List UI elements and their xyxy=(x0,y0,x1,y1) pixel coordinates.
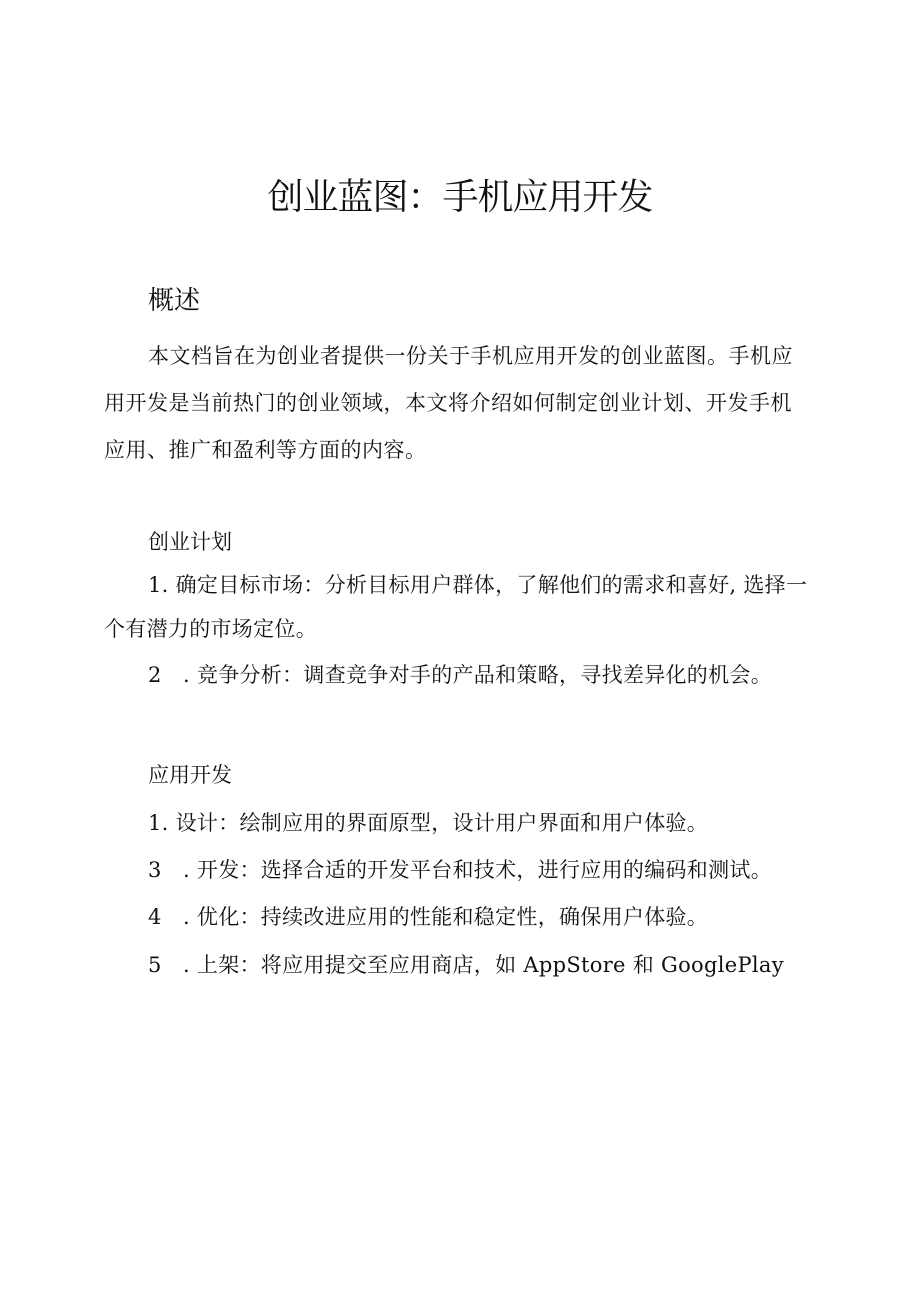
app-development-heading: 应用开发 xyxy=(148,763,232,787)
business-plan-item: 2 . 竞争分析：调查竞争对手的产品和策略，寻找差异化的机会。 xyxy=(148,663,773,687)
app-development-item: 1. 设计：绘制应用的界面原型，设计用户界面和用户体验。 xyxy=(148,811,709,835)
business-plan-item: 1. 确定目标市场：分析目标用户群体，了解他们的需求和喜好, 选择一个有潜力的市场定位。 xyxy=(104,573,808,641)
app-development-item: 5 . 上架：将应用提交至应用商店，如 AppStore 和 GooglePlay xyxy=(148,953,784,977)
app-development-item: 4 . 优化：持续改进应用的性能和稳定性，确保用户体验。 xyxy=(148,905,709,929)
app-development-item: 3 . 开发：选择合适的开发平台和技术，进行应用的编码和测试。 xyxy=(148,858,773,882)
overview-heading: 概述 xyxy=(148,286,201,316)
overview-paragraph: 本文档旨在为创业者提供一份关于手机应用开发的创业蓝图。手机应用开发是当前热门的创业领域，本文将介绍如何制定创业计划、开发手机应用、推广和盈利等方面的内容。 xyxy=(104,344,793,462)
business-plan-heading: 创业计划 xyxy=(148,530,232,554)
document-title: 创业蓝图：手机应用开发 xyxy=(267,177,653,218)
